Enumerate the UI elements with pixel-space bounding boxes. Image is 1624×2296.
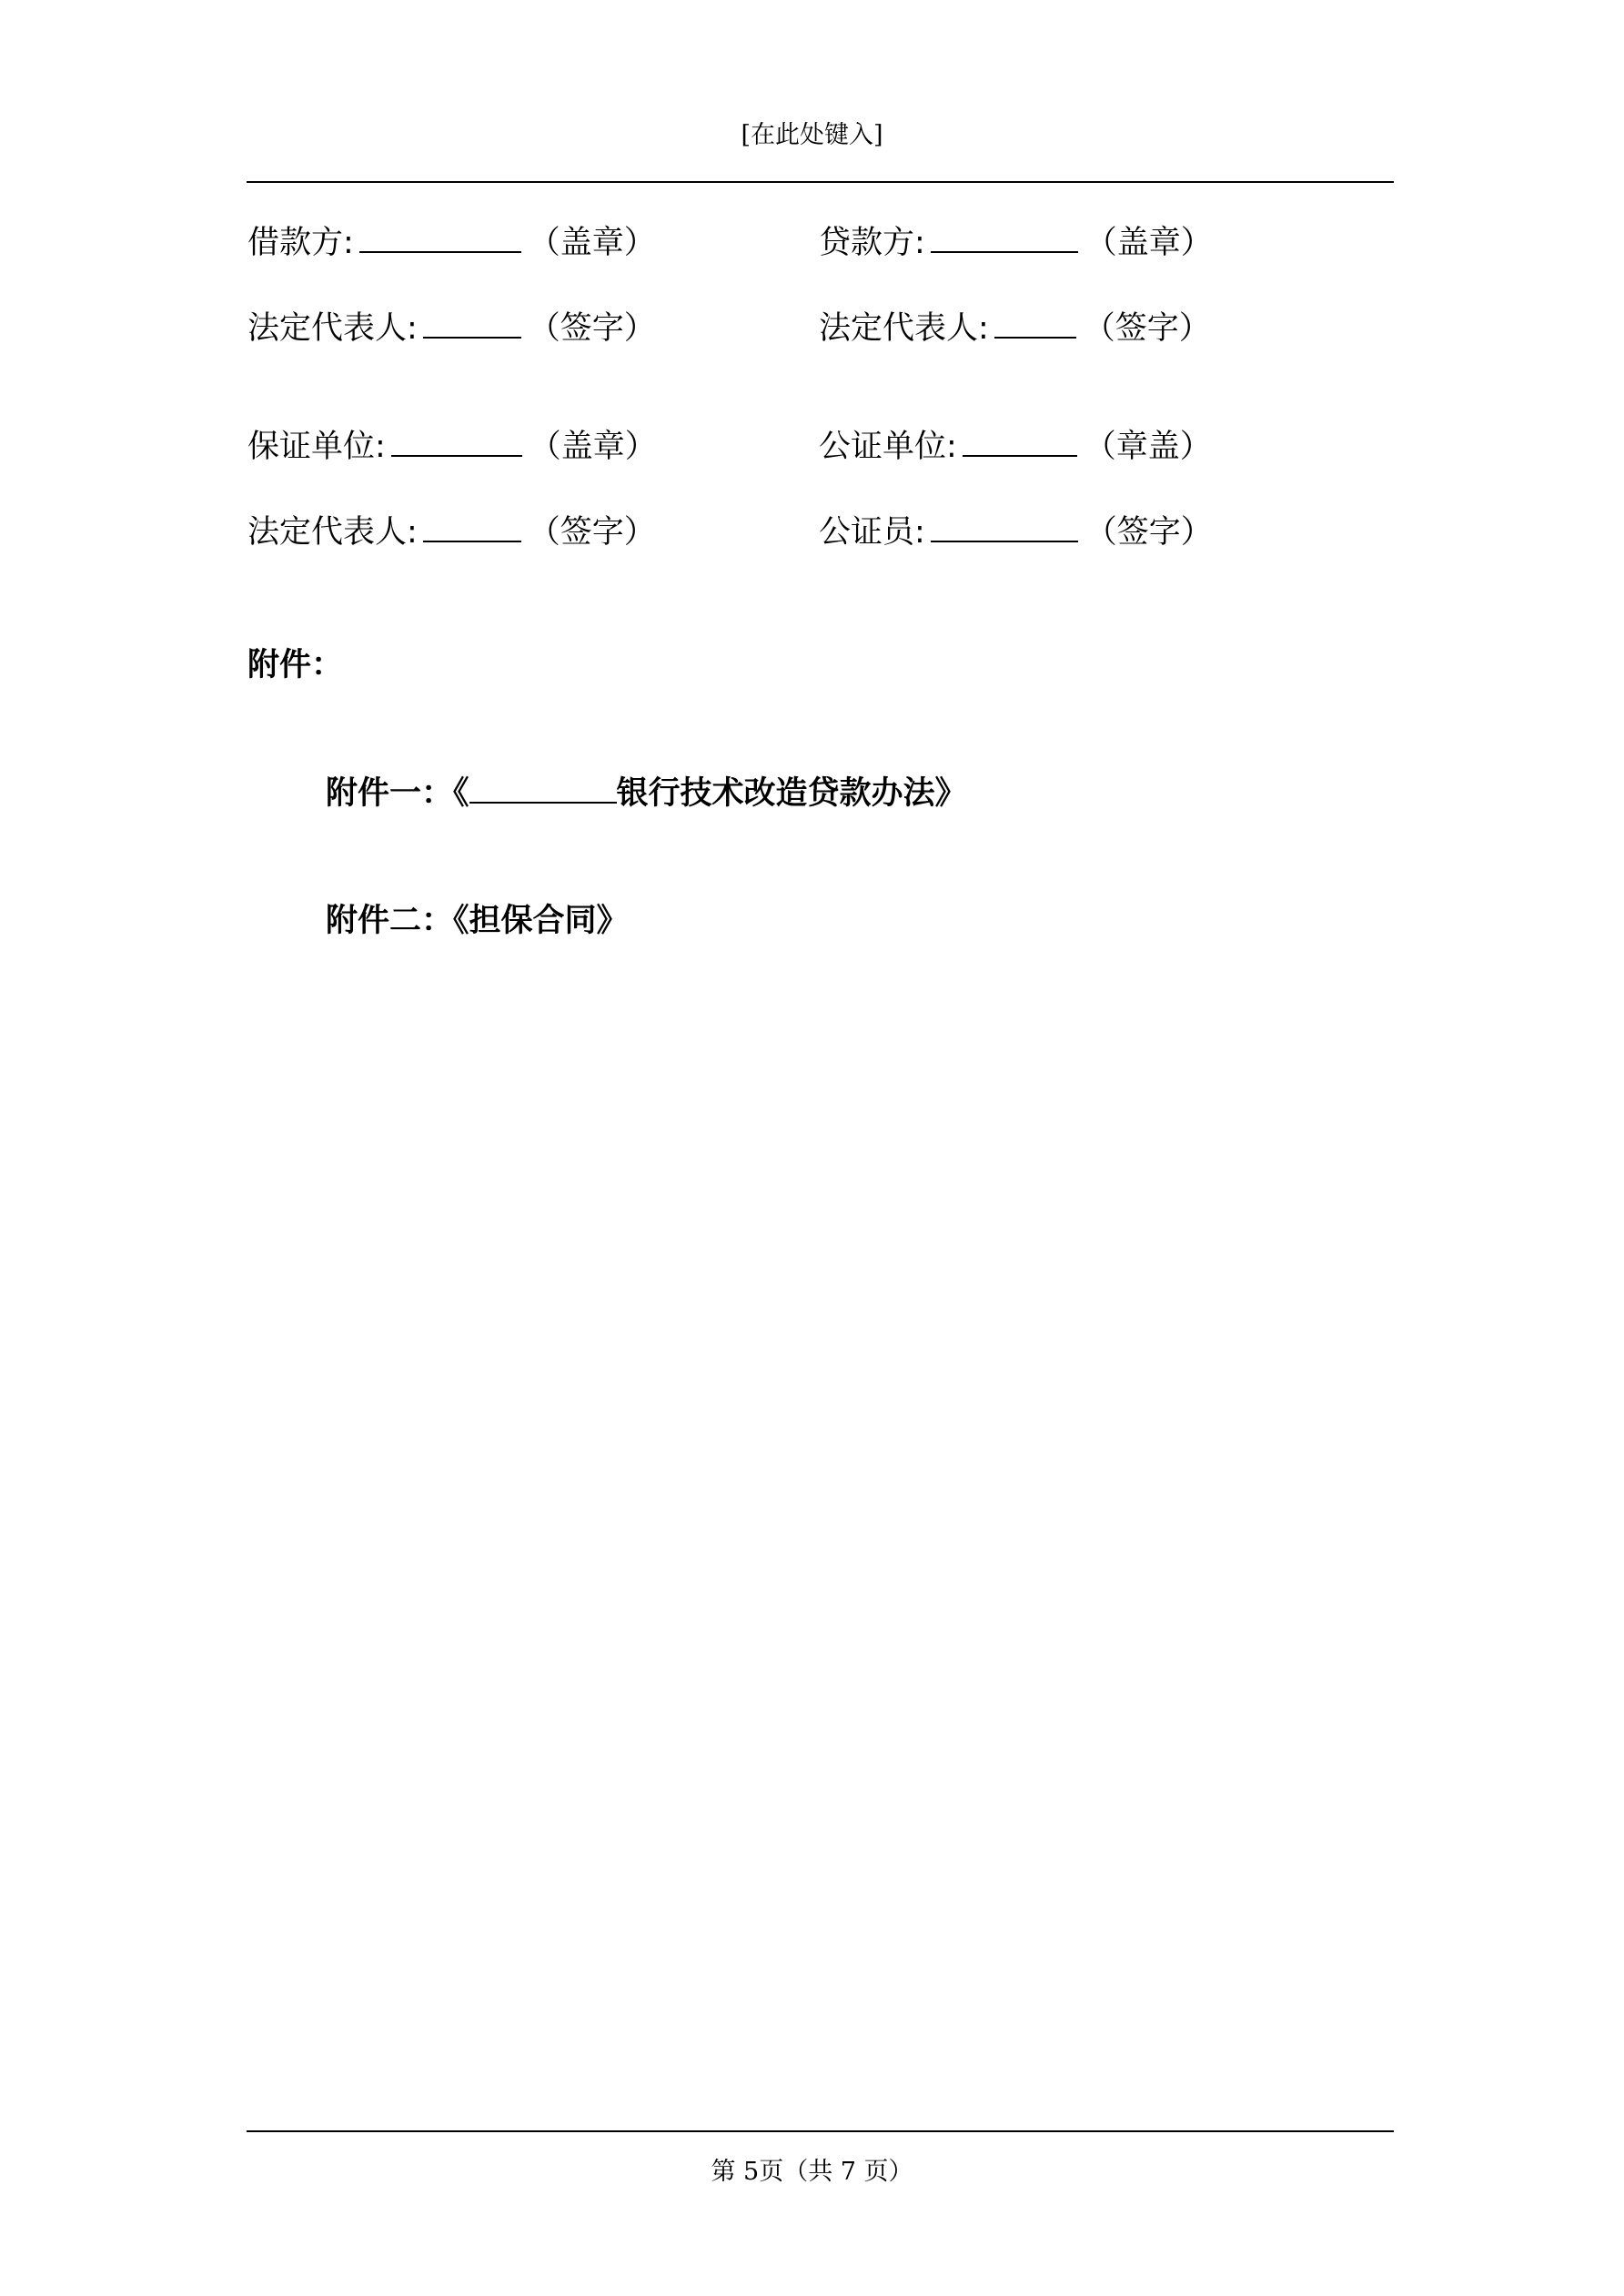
notary-unit-label: 公证单位:	[819, 429, 957, 465]
lender-rep-signature	[819, 309, 1211, 345]
attachments-title: 附件：	[247, 647, 344, 683]
footer-rule	[247, 2130, 1394, 2132]
borrower-blank	[359, 224, 521, 253]
attachment-item-1	[326, 768, 967, 814]
notary-note: （签字）	[1084, 514, 1213, 551]
borrower-rep-label: 法定代表人:	[247, 310, 418, 347]
guarantor-signature	[247, 428, 657, 463]
attachment-2-text: 附件二：《担保合同》	[326, 903, 629, 939]
notary-blank	[931, 513, 1078, 542]
guarantor-rep-signature	[247, 513, 656, 549]
attachment-1-prefix: 附件一：《	[326, 775, 469, 812]
header-rule	[247, 181, 1394, 183]
notary-unit-note: （章盖）	[1084, 429, 1212, 465]
borrower-signature	[247, 224, 656, 259]
lender-rep-note: （签字）	[1083, 310, 1211, 347]
lender-signature	[819, 224, 1213, 259]
attachment-1-blank	[469, 774, 617, 804]
guarantor-rep-label: 法定代表人:	[247, 514, 418, 551]
lender-rep-label: 法定代表人:	[819, 310, 989, 347]
borrower-rep-note: （签字）	[528, 310, 656, 347]
lender-label: 贷款方:	[819, 225, 925, 261]
borrower-rep-signature	[247, 309, 656, 345]
lender-blank	[931, 224, 1078, 253]
notary-unit-signature	[819, 428, 1212, 463]
borrower-label: 借款方:	[247, 225, 354, 261]
guarantor-note: （盖章）	[529, 429, 657, 465]
notary-signature	[819, 513, 1213, 549]
borrower-rep-blank	[423, 309, 521, 339]
guarantor-label: 保证单位:	[247, 429, 386, 465]
guarantor-rep-blank	[423, 513, 521, 542]
page-footer: 第 5页（共 7 页）	[711, 2158, 913, 2186]
lender-rep-blank	[994, 309, 1076, 339]
notary-label: 公证员:	[819, 514, 925, 551]
guarantor-blank	[391, 428, 522, 457]
page-header: [在此处键入]	[741, 121, 883, 149]
notary-unit-blank	[963, 428, 1077, 457]
attachment-item-2	[326, 895, 629, 941]
guarantor-rep-note: （签字）	[528, 514, 656, 551]
attachment-1-suffix: 银行技术改造贷款办法》	[616, 775, 967, 812]
borrower-note: （盖章）	[528, 225, 656, 261]
lender-note: （盖章）	[1084, 225, 1213, 261]
